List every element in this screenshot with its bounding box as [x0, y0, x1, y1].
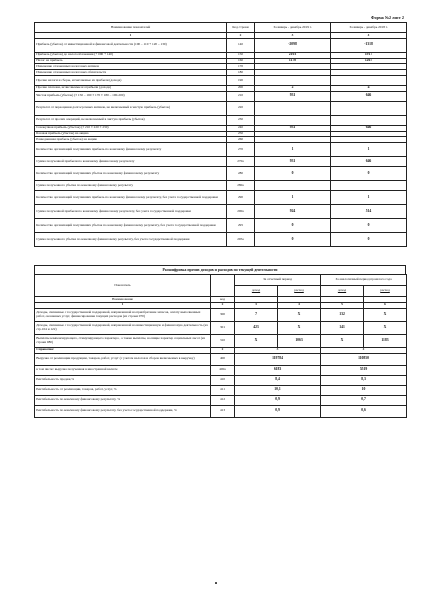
value-report: 0,9 [235, 395, 321, 405]
col-number: 5 [321, 302, 364, 308]
value-prev: 8,3 [321, 375, 407, 385]
table-row [35, 157, 407, 167]
header-income: доход [321, 286, 364, 297]
value-2018: 514 [331, 205, 407, 219]
row-code: 295а [227, 233, 255, 247]
value-2019: 1 [255, 143, 331, 157]
row-label: Результат от переоценки долгосрочных активов, не включаемый в чистую прибыль (убыток) [35, 101, 227, 115]
row-code: 295 [227, 219, 255, 233]
row-label: Прибыль (убыток) от инвестиционной и финансовой деятельности (100 – 110 + 120 – 130) [35, 38, 227, 52]
table-row [35, 205, 407, 219]
value-report: 10,1 [235, 385, 321, 395]
row-code: 412 [211, 395, 235, 405]
value-prev: 5519 [321, 365, 407, 375]
value-2019: 2 [255, 85, 331, 91]
table-row [35, 191, 407, 205]
value-cell: X [278, 321, 321, 334]
row-code: 400 [211, 353, 235, 365]
header-indicator: Наименование показателей [35, 23, 227, 33]
value-2018: 0 [331, 219, 407, 233]
value-2018: 646 [331, 125, 407, 131]
header-expense: расход [364, 286, 407, 297]
table-row [35, 143, 407, 157]
row-code: 180 [227, 70, 255, 76]
table-row [35, 321, 407, 334]
value-cell: 7 [235, 308, 278, 321]
row-code: 200 [227, 85, 255, 91]
value-2018 [331, 75, 407, 85]
row-label: Чистая прибыль (убыток) (± 150 – 160 ± 170 ± 180 – 190-200) [35, 91, 227, 101]
col-number: 4 [278, 302, 321, 308]
row-code: 210 [227, 91, 255, 101]
row-label: Выручка от реализации продукции, товаров, работ, услуг (с учетом налогов и сборов включаемых в выручку) [35, 353, 211, 365]
row-label: Прочие налоги и сборы, исчисляемые из прибыли (дохода) [35, 75, 227, 85]
header-code: Код строки [227, 23, 255, 33]
row-label: Количество организаций получивших убыток по конечному финансовому результату, без учета государственной поддержки [35, 219, 227, 233]
row-code: 301 [211, 321, 235, 334]
row-label: Изменение отложенных налоговых обязательств [35, 70, 227, 76]
table-row [35, 38, 407, 52]
row-label: Рентабельность по конечному финансовому результату, без учета государственной поддержки, % [35, 405, 211, 417]
col-number: 4 [321, 347, 407, 353]
value-2019: 931 [255, 91, 331, 101]
col-number: 2 [211, 347, 235, 353]
row-label: в том числе: выручка полученная в иностранной валюте [35, 365, 211, 375]
row-code: 270а [227, 157, 255, 167]
value-cell: X [235, 334, 278, 347]
value-2019 [255, 181, 331, 191]
row-code: 280а [227, 181, 255, 191]
value-2019 [255, 101, 331, 115]
value-cell: X [364, 308, 407, 321]
value-2019 [255, 75, 331, 85]
value-2018 [331, 115, 407, 125]
table-row [35, 375, 407, 385]
value-2019 [255, 115, 331, 125]
row-code: 160 [227, 58, 255, 64]
value-cell: 1063 [278, 334, 321, 347]
row-label: Количество организаций получивших прибыль по конечному финансовому результату, без учета государственной поддержки [35, 191, 227, 205]
row-code: 170 [227, 64, 255, 70]
table-row [35, 233, 407, 247]
value-2018: 1917 [331, 52, 407, 58]
row-code: 220 [227, 101, 255, 115]
value-cell: X [321, 334, 364, 347]
row-code: 230 [227, 115, 255, 125]
profit-table-body [35, 38, 407, 246]
value-2018: 0 [331, 233, 407, 247]
row-label: Сумма полученного убытка по конечному финансовому результату [35, 181, 227, 191]
col-number: 6 [364, 302, 407, 308]
row-label: Выплаты компенсирующего, стимулирующего характера , а также выплаты, носящие характер социальных льгот (из строки 080) [35, 334, 211, 347]
value-2018: -1318 [331, 38, 407, 52]
profit-table [34, 22, 407, 247]
value-2019: 2103 [255, 52, 331, 58]
table-row [35, 219, 407, 233]
row-code: 400а [211, 365, 235, 375]
value-cell: 423 [235, 321, 278, 334]
header-2018: За январь - декабрь 2018 г. [331, 23, 407, 33]
value-2018 [331, 181, 407, 191]
header-report-period: За отчетный период [235, 275, 321, 286]
table-row [35, 91, 407, 101]
row-label: Сумма полученной прибыли по конечному финансовому результату [35, 157, 227, 167]
table-row [35, 353, 407, 365]
report-page [34, 14, 406, 418]
row-label: Количество организаций получивших прибыль по конечному финансовому результату [35, 143, 227, 157]
row-code: 290 [227, 191, 255, 205]
value-2019: 0 [255, 233, 331, 247]
value-2018: 646 [331, 157, 407, 167]
value-report: 0,9 [235, 405, 321, 417]
row-label: Налог на прибыль [35, 58, 227, 64]
row-label: Прибыль (убыток) до налогообложения (+ 090 + 140) [35, 52, 227, 58]
row-code: 290а [227, 205, 255, 219]
header-prev-period: За аналогичный период прошлого года [321, 275, 407, 286]
value-cell: 141 [321, 321, 364, 334]
value-2018: 1 [331, 143, 407, 157]
value-2018: 646 [331, 91, 407, 101]
value-prev: 0,7 [321, 395, 407, 405]
value-2019: 1 [255, 191, 331, 205]
header-indicator: Показатель [35, 275, 211, 297]
value-prev: 0,6 [321, 405, 407, 417]
value-2019: 0 [255, 167, 331, 181]
row-code: 150 [227, 52, 255, 58]
table-row [35, 75, 407, 85]
reference-body [35, 353, 407, 417]
row-label: Результат от прочих операций, не включаемый в чистую прибыль (убыток) [35, 115, 227, 125]
value-2018: 1 [331, 191, 407, 205]
header-code: код [211, 297, 235, 303]
col-number: 3 [235, 302, 278, 308]
table-row [35, 308, 407, 321]
table-row [35, 101, 407, 115]
value-2018 [331, 101, 407, 115]
row-code: 260 [227, 137, 255, 143]
row-label: Количество организаций получивших убыток по конечному финансовому результату [35, 167, 227, 181]
other-income-table [34, 274, 407, 417]
row-code: 190 [227, 75, 255, 85]
value-2019: 931 [255, 125, 331, 131]
header-income: доход [235, 286, 278, 297]
table-row [35, 365, 407, 375]
col-number: 3 [255, 33, 331, 39]
value-2018: 4 [331, 85, 407, 91]
row-label: Сумма полученной прибыли по конечному финансовому результату, без учета государственной поддержки [35, 205, 227, 219]
table-row [35, 395, 407, 405]
value-cell: 132 [321, 308, 364, 321]
section-title: Расшифровка прочих доходов и расходов по текущей деятельности [34, 265, 406, 274]
row-code: 300 [211, 308, 235, 321]
row-code: 410 [211, 375, 235, 385]
header-blank [211, 275, 235, 297]
table-row [35, 115, 407, 125]
row-code: 240 [227, 125, 255, 131]
row-code: 310 [211, 334, 235, 347]
row-label: Прочие платежи, исчисляемые из прибыли (дохода) [35, 85, 227, 91]
table-row [35, 334, 407, 347]
row-code: 270 [227, 143, 255, 157]
other-income-body [35, 308, 407, 347]
value-cell: 1183 [364, 334, 407, 347]
row-code: 413 [211, 405, 235, 417]
row-label: Доходы, связанные с государственной поддержкой, направленной на инвестиционную и финансовую деятельность (из стр.104 и 122) [35, 321, 211, 334]
header-name: Наименование [35, 297, 211, 303]
table-row [35, 181, 407, 191]
value-2019: 924 [255, 205, 331, 219]
form-title: Форма №2 лист 2 [370, 15, 404, 20]
header-expense: расход [278, 286, 321, 297]
value-2018: 1267 [331, 58, 407, 64]
row-code: 280 [227, 167, 255, 181]
value-prev: 110850 [321, 353, 407, 365]
value-prev: 10 [321, 385, 407, 395]
row-code: 250 [227, 131, 255, 137]
row-label: Рентабельность от реализации, товаров, работ, услуг, % [35, 385, 211, 395]
value-2019: 1170 [255, 58, 331, 64]
row-code: 140 [227, 38, 255, 52]
col-number: 4 [331, 33, 407, 39]
row-label: Сумма полученного убытка по конечному финансовому результату, без учета государственной поддержки [35, 233, 227, 247]
table-row [35, 385, 407, 395]
table-row [35, 405, 407, 417]
col-number: 3 [235, 347, 321, 353]
value-report: 8,4 [235, 375, 321, 385]
value-2019: 0 [255, 219, 331, 233]
value-report: 6183 [235, 365, 321, 375]
value-2019: 931 [255, 157, 331, 167]
reference-label: Справочно: [35, 347, 211, 353]
page-dot [215, 582, 217, 584]
col-number: 1 [35, 302, 211, 308]
row-label: Совокупная прибыль (убыток) (± 210 ± 220 ± 230) [35, 125, 227, 131]
row-label: Рентабельность продаж,% [35, 375, 211, 385]
value-2018: 0 [331, 167, 407, 181]
col-number: 2 [227, 33, 255, 39]
table-row [35, 167, 407, 181]
row-label: Доходы, связанные с государственной поддержкой, направленной на приобретение запасов, оплату выполненных работ, оказанных услуг, финансирование текущих расходов (из строки 070) [35, 308, 211, 321]
row-label: Изменение отложенных налоговых активов [35, 64, 227, 70]
col-number: 1 [35, 33, 227, 39]
value-cell: X [364, 321, 407, 334]
value-report: 119784 [235, 353, 321, 365]
value-2019: -2098 [255, 38, 331, 52]
header-2019: За январь - декабрь 2019 г. [255, 23, 331, 33]
row-label: Рентабельность по конечному финансовому результату, % [35, 395, 211, 405]
row-code: 411 [211, 385, 235, 395]
value-cell: X [278, 308, 321, 321]
col-number: 2 [211, 302, 235, 308]
row-label: Базовая прибыль (убыток) на акцию [35, 131, 227, 137]
row-label: Разводненная прибыль (убыток) на акцию [35, 137, 227, 143]
